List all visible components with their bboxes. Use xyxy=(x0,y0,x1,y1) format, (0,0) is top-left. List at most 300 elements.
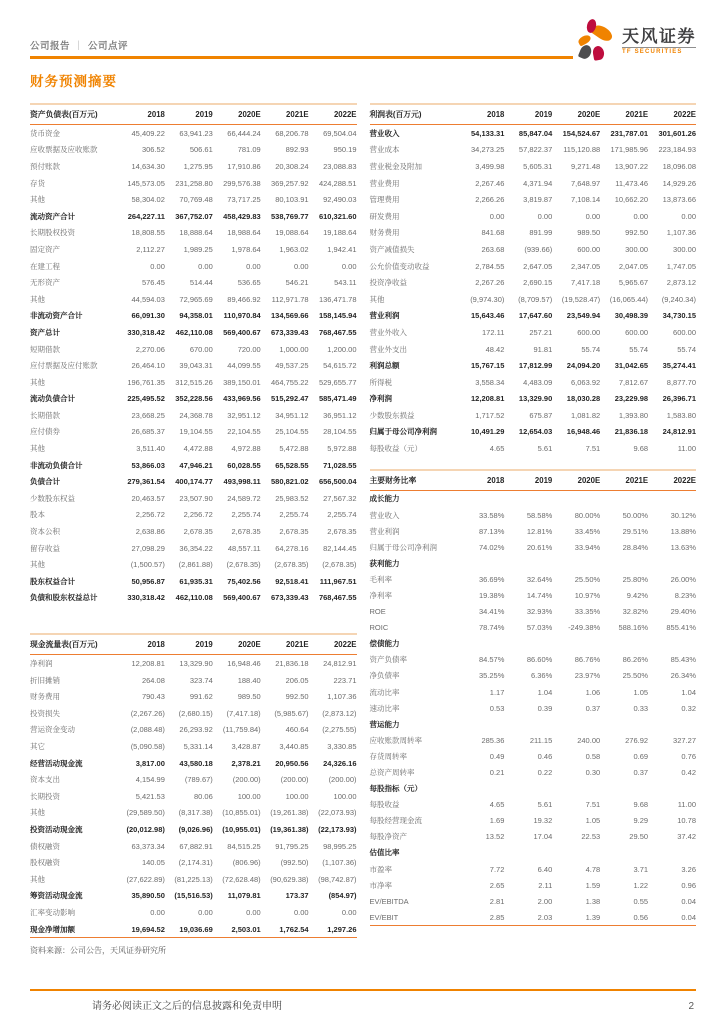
row-label: 固定资产 xyxy=(30,244,60,254)
cell-value: 33.94% xyxy=(574,542,601,552)
table-header-row xyxy=(370,104,697,125)
cell-value: 327.27 xyxy=(673,735,696,745)
cell-value: 21,836.18 xyxy=(614,427,649,437)
section-row xyxy=(370,555,697,571)
cell-value: 1,978.64 xyxy=(231,244,261,254)
column-header: 2018 xyxy=(117,104,165,125)
cell-value: (15,516.53) xyxy=(174,891,213,901)
cell-value: 19,694.52 xyxy=(117,921,165,938)
cell-value: 3,330.85 xyxy=(327,741,357,751)
cell-value: 462,110.08 xyxy=(175,327,213,337)
row-label: 债权融资 xyxy=(30,841,60,851)
cell-value: 0.00 xyxy=(341,261,357,271)
table-title: 资产负债表(百万元) xyxy=(30,104,117,125)
cell-value: 4,154.99 xyxy=(135,775,165,785)
cell-value: 855.41% xyxy=(666,623,696,633)
cell-value: 1,081.82 xyxy=(570,410,601,420)
row-label: 流动资产合计 xyxy=(30,211,75,221)
cell-value: 111,967.51 xyxy=(319,576,357,586)
cell-value: 576.45 xyxy=(141,278,165,288)
cell-value: (2,678.35) xyxy=(226,560,261,570)
row-label: 资本公积 xyxy=(30,527,60,537)
cell-value: 330,318.42 xyxy=(127,327,165,337)
cell-value: 279,361.54 xyxy=(127,477,165,487)
column-header: 2022E xyxy=(648,470,696,491)
cell-value: 1,963.02 xyxy=(279,244,309,254)
cell-value: 0.21 xyxy=(489,768,505,778)
cell-value: 263.68 xyxy=(481,244,505,254)
cell-value: (19,528.47) xyxy=(561,294,601,304)
cell-value xyxy=(552,555,600,571)
cell-value: 19,088.64 xyxy=(275,228,309,238)
cell-value: 493,998.11 xyxy=(223,477,261,487)
row-label: 所得税 xyxy=(369,377,392,387)
cell-value: (11,759.84) xyxy=(222,725,261,735)
cell-value: 32.82% xyxy=(622,607,649,617)
table-row xyxy=(370,208,697,225)
cell-value: 0.00 xyxy=(150,907,165,917)
cell-value: 0.00 xyxy=(585,211,601,221)
table-row xyxy=(370,258,697,275)
cell-value: 2.81 xyxy=(489,896,505,906)
cell-value: 460.64 xyxy=(285,725,309,735)
table-row xyxy=(30,357,357,374)
cell-value: 71,028.55 xyxy=(323,460,357,470)
cell-value: 0.04 xyxy=(648,909,696,926)
cell-value: 12,208.81 xyxy=(131,659,165,669)
cell-value: 16,948.46 xyxy=(227,659,261,669)
row-label: 归属于母公司净利润 xyxy=(369,427,437,437)
cell-value: 30.12% xyxy=(670,510,696,520)
row-label: 少数股东权益 xyxy=(30,493,75,503)
cell-value: 600.00 xyxy=(577,327,601,337)
row-label: 市净率 xyxy=(369,880,392,890)
cell-value: 580,821.02 xyxy=(271,477,309,487)
cell-value: 92,518.41 xyxy=(275,576,309,586)
table-row xyxy=(30,142,357,159)
table-row xyxy=(370,324,697,341)
cell-value: 1,583.80 xyxy=(666,410,696,420)
cell-value: 2.03 xyxy=(504,909,552,926)
cell-value: 0.46 xyxy=(537,751,553,761)
cell-value: 0.00 xyxy=(341,907,357,917)
section-row xyxy=(370,845,697,861)
cell-value: 45,409.22 xyxy=(131,128,165,138)
cell-value: 2.65 xyxy=(489,880,505,890)
cell-value: 25,104.55 xyxy=(275,427,309,437)
cell-value: 458,429.83 xyxy=(223,211,261,221)
cell-value: 28,104.55 xyxy=(323,427,357,437)
cell-value: 44,594.03 xyxy=(131,294,165,304)
cell-value: 9,271.48 xyxy=(570,161,601,171)
cell-value: 389,150.01 xyxy=(223,377,261,387)
cell-value: 1.04 xyxy=(537,687,553,697)
cell-value: 301,601.26 xyxy=(658,128,696,138)
cell-value: 32.64% xyxy=(526,574,553,584)
cell-value: 34,951.12 xyxy=(275,410,309,420)
cell-value: 2,678.35 xyxy=(183,527,213,537)
table-row xyxy=(30,291,357,308)
cell-value: 285.36 xyxy=(481,735,505,745)
cell-value: 276.92 xyxy=(625,735,649,745)
cell-value: 61,935.31 xyxy=(179,576,213,586)
cell-value: 55.74 xyxy=(629,344,649,354)
cell-value: 264.08 xyxy=(141,675,165,685)
cell-value: 2,255.74 xyxy=(231,510,261,520)
cell-value: 19,036.69 xyxy=(165,921,213,938)
cell-value: 5,331.14 xyxy=(183,741,213,751)
cell-value: 158,145.94 xyxy=(318,311,357,321)
row-label: 净利润 xyxy=(369,394,392,404)
cell-value: 1,717.52 xyxy=(475,410,505,420)
cell-value: 1.59 xyxy=(585,880,601,890)
table-row xyxy=(370,700,697,716)
cell-value: 7,648.97 xyxy=(570,178,601,188)
cell-value: 18,030.28 xyxy=(566,394,601,404)
cell-value xyxy=(504,555,552,571)
section-row xyxy=(370,490,697,507)
row-label: 长期投资 xyxy=(30,791,60,801)
cell-value: 25.80% xyxy=(622,574,649,584)
table-row xyxy=(370,813,697,829)
cell-value: 673,339.43 xyxy=(271,327,309,337)
cell-value: 100.00 xyxy=(285,791,309,801)
column-header: 2018 xyxy=(117,634,165,655)
column-header: 2020E xyxy=(213,634,261,655)
table-row xyxy=(30,125,357,142)
cell-value: 585,471.49 xyxy=(318,394,357,404)
cell-value: 7,812.67 xyxy=(618,377,649,387)
cell-value xyxy=(648,781,696,797)
row-label: 营业外支出 xyxy=(369,344,407,354)
cell-value: 39,043.31 xyxy=(179,361,213,371)
cell-value: (19,361.38) xyxy=(270,824,309,834)
cell-value: 330,318.42 xyxy=(127,593,165,603)
cell-value: 84,515.25 xyxy=(227,841,261,851)
table-row xyxy=(30,158,357,175)
cell-value: 24,094.20 xyxy=(566,361,601,371)
table-row xyxy=(370,604,697,620)
table-row xyxy=(370,571,697,587)
cell-value: (20,012.98) xyxy=(126,824,165,834)
cell-value: (2,678.35) xyxy=(322,560,357,570)
cell-value: 36,354.22 xyxy=(179,543,213,553)
cell-value: 225,495.52 xyxy=(127,394,165,404)
table-row xyxy=(30,473,357,490)
cell-value: 27,098.29 xyxy=(131,543,165,553)
table-row xyxy=(370,877,697,893)
cell-value: 16,948.46 xyxy=(566,427,601,437)
cell-value: 2,267.26 xyxy=(475,278,505,288)
table-row xyxy=(370,374,697,391)
cell-value: 0.00 xyxy=(489,211,505,221)
cell-value: 85,847.04 xyxy=(518,128,553,138)
table-row xyxy=(30,590,357,607)
row-label: 偿债能力 xyxy=(369,639,400,649)
cell-value: 264,227.11 xyxy=(127,211,165,221)
financial-ratios-table xyxy=(370,469,697,927)
cell-value: 23,668.25 xyxy=(131,410,165,420)
cell-value: 173.37 xyxy=(285,891,309,901)
row-label: 流动比率 xyxy=(369,687,400,697)
petal-crimson-bottom-icon xyxy=(592,45,605,61)
cell-value: 211.15 xyxy=(529,735,553,745)
cell-value xyxy=(504,636,552,652)
cell-value: 2,270.06 xyxy=(135,344,165,354)
cell-value: (72,628.48) xyxy=(222,874,261,884)
cell-value: 1.06 xyxy=(585,687,601,697)
cell-value xyxy=(504,781,552,797)
cell-value: 72,965.69 xyxy=(179,294,213,304)
cell-value xyxy=(648,716,696,732)
cell-value: 0.00 xyxy=(150,261,165,271)
cell-value: 20,463.57 xyxy=(131,493,165,503)
cell-value: 35,274.41 xyxy=(662,361,696,371)
cell-value: 68,206.78 xyxy=(275,128,309,138)
row-label: 财务费用 xyxy=(30,692,60,702)
row-label: 财务费用 xyxy=(369,228,400,238)
cell-value: 17,647.60 xyxy=(518,311,553,321)
cell-value: (992.50) xyxy=(280,858,309,868)
cell-value: 2,347.05 xyxy=(570,261,601,271)
cell-value: 18,988.64 xyxy=(227,228,261,238)
cell-value: 67,882.91 xyxy=(179,841,213,851)
cell-value: 231,787.01 xyxy=(610,128,649,138)
cell-value: 781.09 xyxy=(237,145,261,155)
cell-value: (8,317.38) xyxy=(178,808,213,818)
table-row xyxy=(370,407,697,424)
cell-value xyxy=(457,845,505,861)
cell-value: 9.68 xyxy=(633,444,649,454)
column-header: 2020E xyxy=(552,104,600,125)
table-row xyxy=(370,829,697,845)
cell-value xyxy=(552,636,600,652)
row-label: 筹资活动现金流 xyxy=(30,891,83,901)
cell-value: 1,989.25 xyxy=(183,244,213,254)
cell-value: 36.69% xyxy=(478,574,505,584)
cell-value: 768,467.55 xyxy=(318,593,357,603)
cell-value: (2,861.88) xyxy=(178,560,213,570)
table-title: 主要财务比率 xyxy=(370,470,457,491)
income-statement-table xyxy=(370,103,697,457)
cell-value: 0.32 xyxy=(681,703,696,713)
cell-value: (81,225.13) xyxy=(174,874,213,884)
logo-company-subtitle: TF SECURITIES xyxy=(622,47,696,56)
cell-value xyxy=(552,490,600,507)
cell-value: 3.71 xyxy=(633,864,649,874)
table-row xyxy=(30,507,357,524)
row-label: 每股经营现金流 xyxy=(369,816,422,826)
cell-value: 24,589.72 xyxy=(227,493,261,503)
cell-value: 2,047.05 xyxy=(618,261,649,271)
cell-value: 24,368.78 xyxy=(179,410,213,420)
cell-value: 66,091.30 xyxy=(131,311,165,321)
cell-value: 1,747.05 xyxy=(666,261,696,271)
cell-value: 7.72 xyxy=(489,864,505,874)
cell-value: 1.22 xyxy=(633,880,649,890)
cell-value: 55.74 xyxy=(677,344,696,354)
cell-value xyxy=(600,845,648,861)
cell-value: 0.96 xyxy=(681,880,696,890)
breadcrumb-divider: ｜ xyxy=(74,41,85,52)
cell-value: 18,808.55 xyxy=(131,228,165,238)
table-title: 现金流量表(百万元) xyxy=(30,634,117,655)
cell-value xyxy=(457,636,505,652)
cell-value: 30,498.39 xyxy=(614,311,649,321)
row-label: 每股指标（元） xyxy=(369,784,422,794)
row-label: 汇率变动影响 xyxy=(30,907,75,917)
cell-value: 2,256.72 xyxy=(135,510,165,520)
cell-value: 23.97% xyxy=(574,671,601,681)
cell-value: 23,507.90 xyxy=(179,493,213,503)
table-row xyxy=(370,291,697,308)
cell-value: 89,466.92 xyxy=(227,294,261,304)
cell-value: (2,174.31) xyxy=(178,858,213,868)
cell-value: 37.42 xyxy=(677,832,696,842)
cell-value: (9,974.30) xyxy=(470,294,505,304)
cell-value: 991.62 xyxy=(189,692,213,702)
table-row xyxy=(30,208,357,225)
column-header: 2019 xyxy=(504,104,552,125)
cell-value: 3,817.00 xyxy=(135,758,165,768)
cell-value: 2,873.12 xyxy=(666,278,696,288)
table-row xyxy=(370,732,697,748)
row-label: 获利能力 xyxy=(369,558,400,568)
cell-value: 400,174.77 xyxy=(175,477,213,487)
row-label: 营运能力 xyxy=(369,719,400,729)
cell-value: 80.06 xyxy=(194,791,213,801)
cell-value: 0.00 xyxy=(293,907,309,917)
right-column xyxy=(370,103,697,956)
cell-value: 600.00 xyxy=(625,327,649,337)
cell-value: 29.50 xyxy=(629,832,649,842)
column-header: 2022E xyxy=(309,634,357,655)
row-label: 应付票据及应付账款 xyxy=(30,361,98,371)
cell-value: 57.03% xyxy=(526,623,553,633)
row-label: 速动比率 xyxy=(369,703,400,713)
column-header: 2022E xyxy=(648,104,696,125)
table-row xyxy=(30,556,357,573)
cell-value: 22.53 xyxy=(581,832,601,842)
cell-value: 1.05 xyxy=(633,687,649,697)
cell-value: 33.45% xyxy=(574,526,601,536)
cell-value: 352,228.56 xyxy=(175,394,213,404)
table-row xyxy=(370,909,697,926)
cell-value: 0.00 xyxy=(537,211,553,221)
cell-value: 206.05 xyxy=(285,675,309,685)
row-label: 无形资产 xyxy=(30,278,60,288)
cell-value: 58.58% xyxy=(526,510,553,520)
cell-value: 78.74% xyxy=(478,623,505,633)
table-row xyxy=(30,738,357,755)
table-row xyxy=(370,587,697,603)
column-header: 2020E xyxy=(213,104,261,125)
cell-value: 720.00 xyxy=(237,344,261,354)
cell-value: 0.42 xyxy=(681,768,696,778)
cell-value: 11,079.81 xyxy=(227,891,261,901)
cell-value: 1,297.26 xyxy=(309,921,357,938)
cell-value: 50.00% xyxy=(622,510,649,520)
logo-company-name: 天风证券 xyxy=(622,26,696,46)
cell-value: 2,256.72 xyxy=(183,510,213,520)
cell-value: 546.21 xyxy=(285,278,309,288)
cell-value: 13.88% xyxy=(670,526,696,536)
cell-value: (22,073.93) xyxy=(318,808,357,818)
row-label: 营业外收入 xyxy=(369,327,407,337)
cell-value: 0.00 xyxy=(293,261,309,271)
cell-value: (98,742.87) xyxy=(318,874,357,884)
table-row xyxy=(370,391,697,408)
cell-value: 172.11 xyxy=(482,327,505,337)
cell-value xyxy=(648,555,696,571)
table-row xyxy=(370,308,697,325)
cell-value: 6.40 xyxy=(537,864,553,874)
cell-value: 87.13% xyxy=(478,526,505,536)
column-header: 2021E xyxy=(261,104,309,125)
page-footer xyxy=(30,989,696,1012)
cell-value: 145,573.05 xyxy=(127,178,165,188)
cell-value: 515,292.47 xyxy=(271,394,309,404)
cell-value: 5,421.53 xyxy=(135,791,165,801)
cell-value: 34.41% xyxy=(478,607,505,617)
row-label: 管理费用 xyxy=(369,195,400,205)
row-label: 资产减值损失 xyxy=(369,244,415,254)
cell-value: 0.22 xyxy=(537,768,553,778)
row-label: 资产负债率 xyxy=(369,655,407,665)
cell-value: 136,471.78 xyxy=(318,294,357,304)
cell-value: 536.65 xyxy=(237,278,261,288)
table-row xyxy=(30,391,357,408)
cell-value: (16,065.44) xyxy=(609,294,649,304)
cell-value: 2.85 xyxy=(457,909,505,926)
table-row xyxy=(30,755,357,772)
cell-value: (9,026.96) xyxy=(178,824,213,834)
cell-value: 7.51 xyxy=(585,444,601,454)
table-row xyxy=(370,861,697,877)
column-spacer xyxy=(30,606,357,633)
cell-value: 154,524.67 xyxy=(562,128,601,138)
table-row xyxy=(30,573,357,590)
column-header: 2019 xyxy=(504,470,552,491)
cell-value: 0.00 xyxy=(198,907,213,917)
table-row xyxy=(370,668,697,684)
cell-value: 26,685.37 xyxy=(131,427,165,437)
cell-value: 17.04 xyxy=(533,832,553,842)
cell-value: 13.63% xyxy=(670,542,696,552)
row-label: EV/EBIT xyxy=(370,909,457,926)
cell-value: 0.49 xyxy=(489,751,505,761)
cell-value: 841.68 xyxy=(481,228,505,238)
cell-value: 2,255.74 xyxy=(327,510,357,520)
cell-value: (1,107.36) xyxy=(322,858,357,868)
cell-value: 70,769.48 xyxy=(179,195,213,205)
cell-value: (2,267.26) xyxy=(130,708,165,718)
cell-value: 1.39 xyxy=(552,909,600,926)
cell-value: 0.58 xyxy=(585,751,601,761)
cell-value: 100.00 xyxy=(333,791,357,801)
table-row xyxy=(30,457,357,474)
cell-value: 1.17 xyxy=(489,687,505,697)
row-label: 营业利润 xyxy=(369,311,400,321)
cell-value: 891.99 xyxy=(529,228,553,238)
table-columns xyxy=(30,103,696,956)
cell-value: 10.97% xyxy=(574,590,601,600)
cell-value: 27,567.32 xyxy=(323,493,357,503)
row-label: 少数股东损益 xyxy=(369,410,415,420)
table-row xyxy=(370,175,697,192)
cell-value: 433,969.56 xyxy=(223,394,261,404)
table-row xyxy=(30,672,357,689)
